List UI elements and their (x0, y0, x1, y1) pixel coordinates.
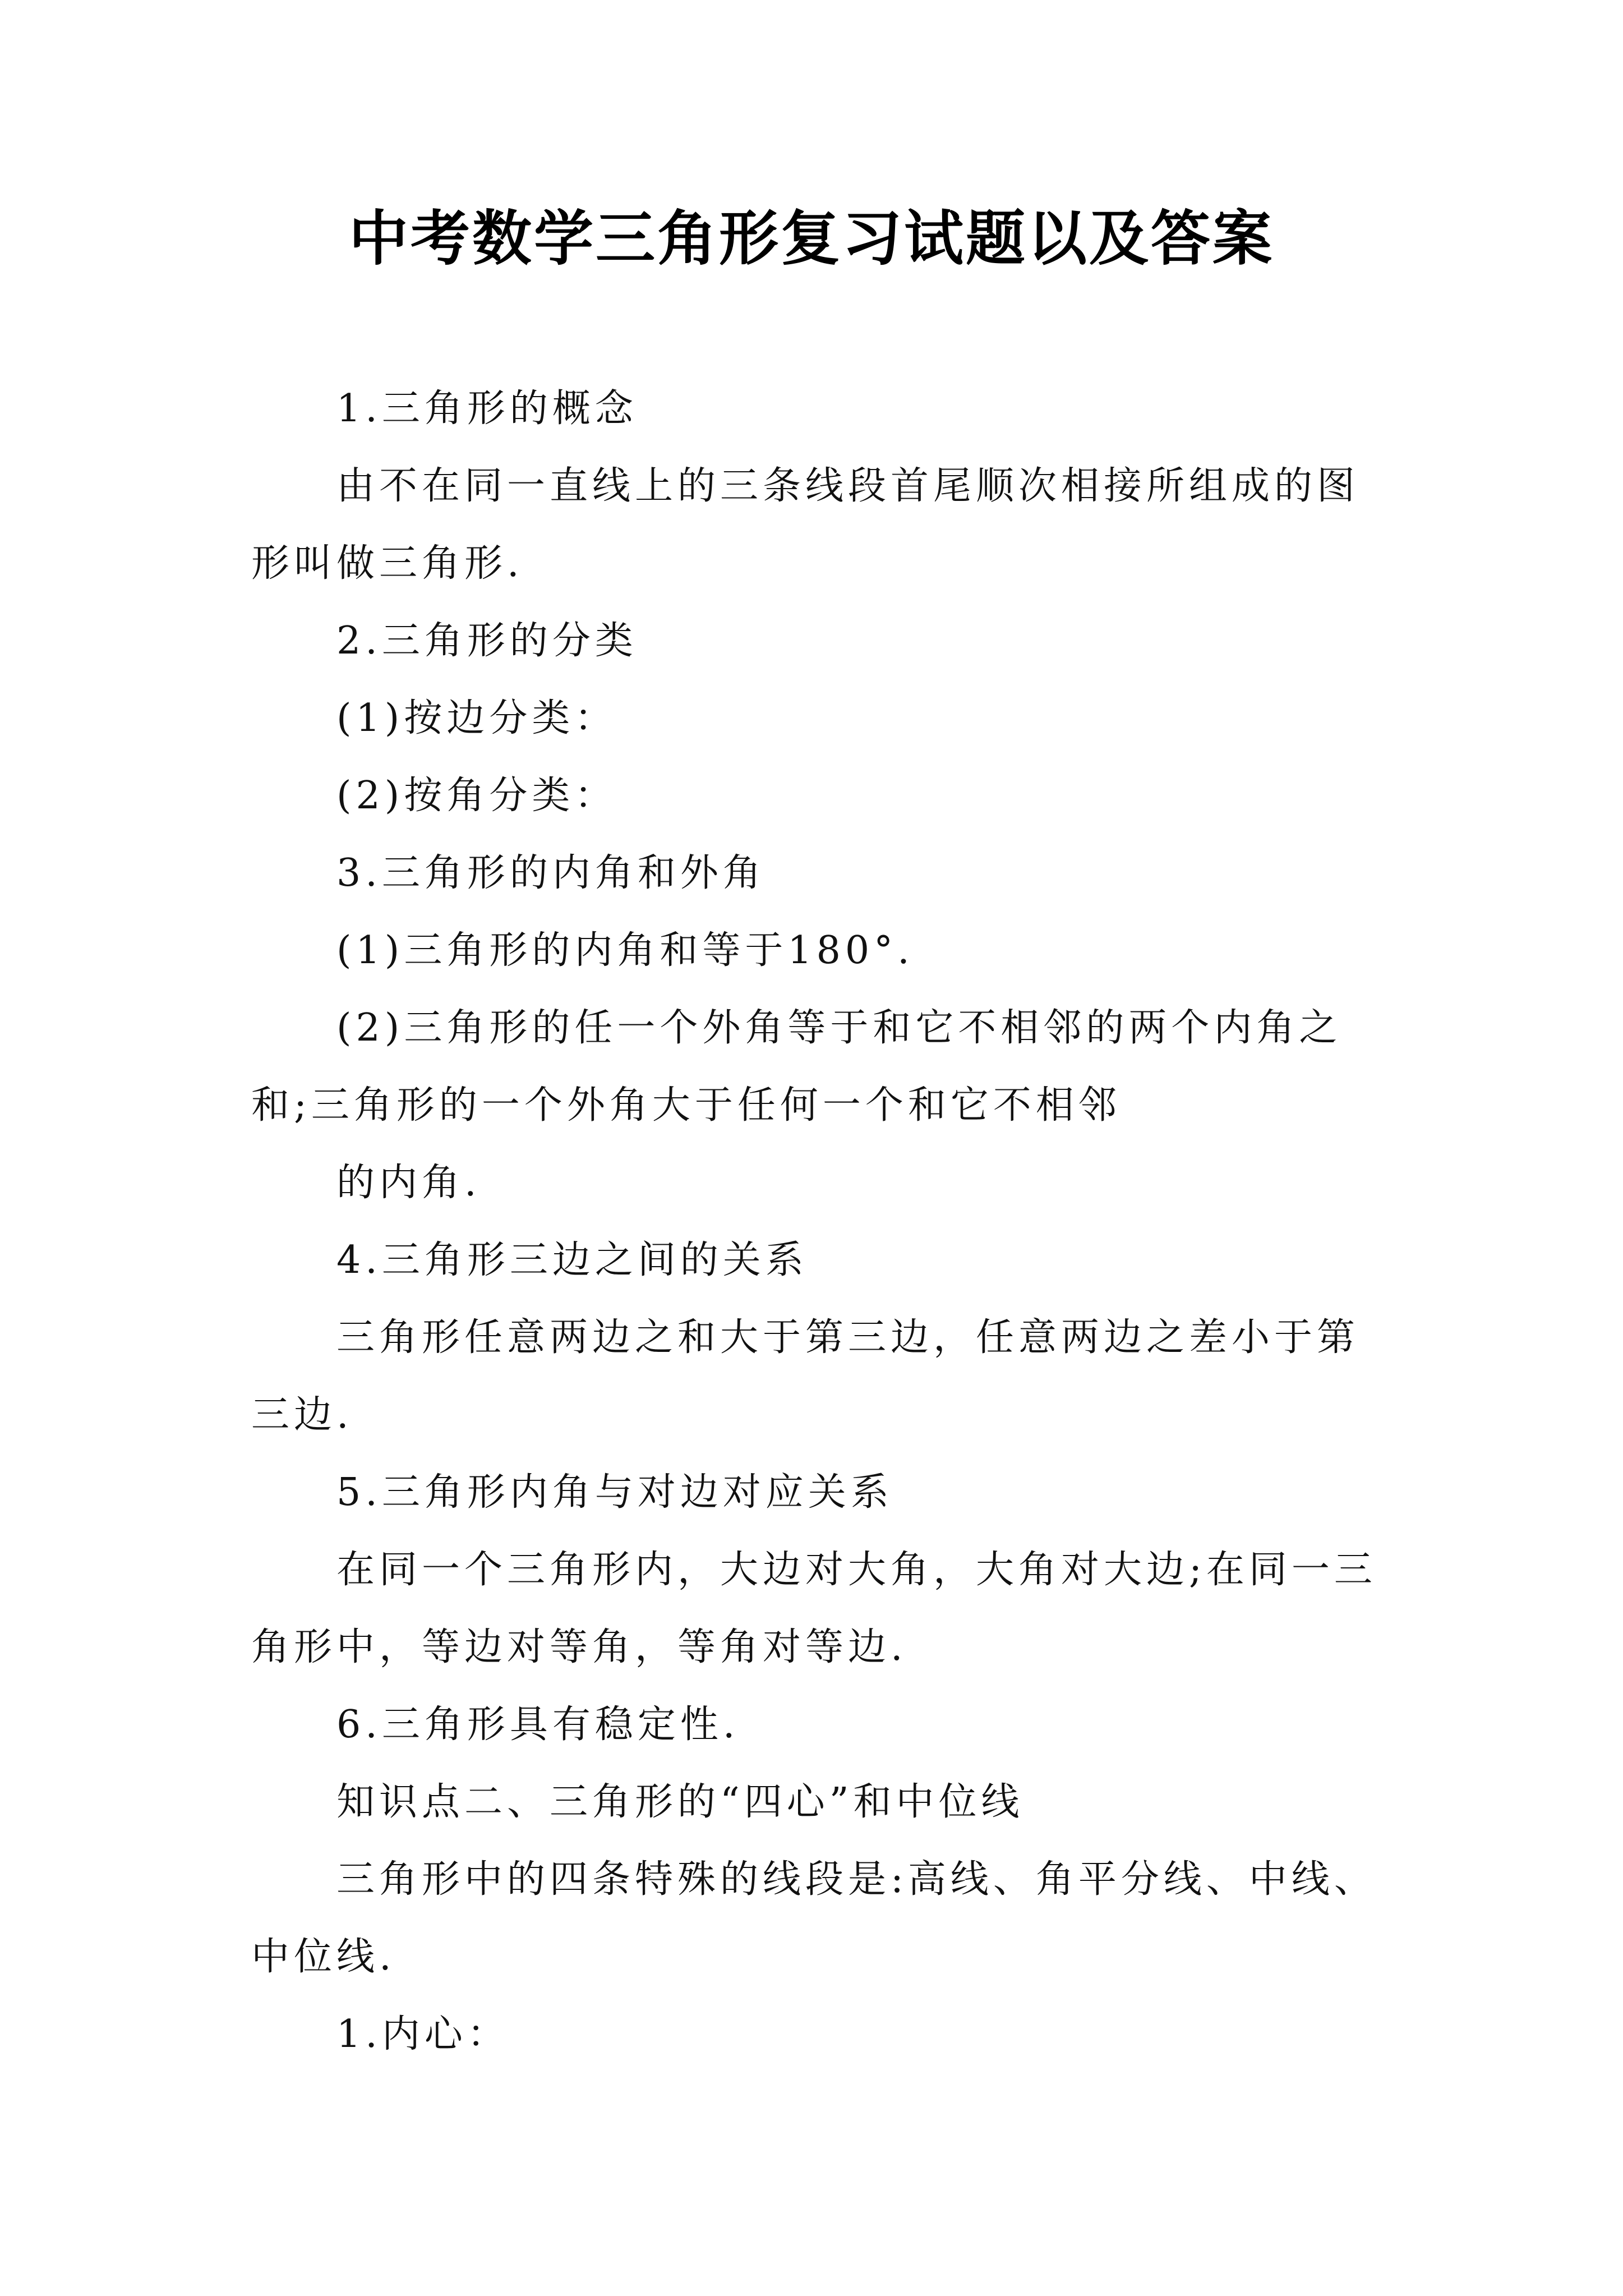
paragraph-triangle-inequality: 三角形任意两边之和大于第三边，任意两边之差小于第三边. (251, 1315, 1360, 1437)
heading-triangle-classification: 2.三角形的分类 (336, 619, 638, 663)
heading-angle-side-correspondence: 5.三角形内角与对边对应关系 (336, 1470, 893, 1515)
document-body (251, 370, 1401, 2073)
paragraph-exterior-angle-continued: 的内角. (336, 1161, 481, 1205)
heading-side-relations: 4.三角形三边之间的关系 (336, 1238, 808, 1282)
paragraph-angle-side-correspondence: 在同一个三角形内，大边对大角，大角对大边;在同一三角形中，等边对等角，等角对等边. (251, 1548, 1377, 1669)
heading-interior-exterior-angles: 3.三角形的内角和外角 (336, 851, 766, 895)
document-title: 中考数学三角形复习试题以及答案 (349, 203, 1274, 273)
paragraph-classify-by-side: (1)按边分类： (336, 696, 617, 740)
heading-triangle-concept: 1.三角形的概念 (336, 386, 638, 431)
heading-knowledge-point-two: 知识点二、三角形的“四心”和中位线 (336, 1780, 1024, 1824)
paragraph-special-segments: 三角形中的四条特殊的线段是:高线、角平分线、中线、中位线. (251, 1857, 1377, 1979)
heading-incenter: 1.内心： (336, 2012, 510, 2056)
heading-stability: 6.三角形具有稳定性. (336, 1703, 740, 1747)
paragraph-angle-sum: (1)三角形的内角和等于180°. (336, 928, 914, 973)
paragraph-triangle-definition: 由不在同一直线上的三条线段首尾顺次相接所组成的图形叫做三角形. (251, 464, 1360, 586)
paragraph-exterior-angle: (2)三角形的任一个外角等于和它不相邻的两个内角之和;三角形的一个外角大于任何一个和它不相邻 (251, 1006, 1342, 1128)
paragraph-classify-by-angle: (2)按角分类： (336, 774, 617, 818)
